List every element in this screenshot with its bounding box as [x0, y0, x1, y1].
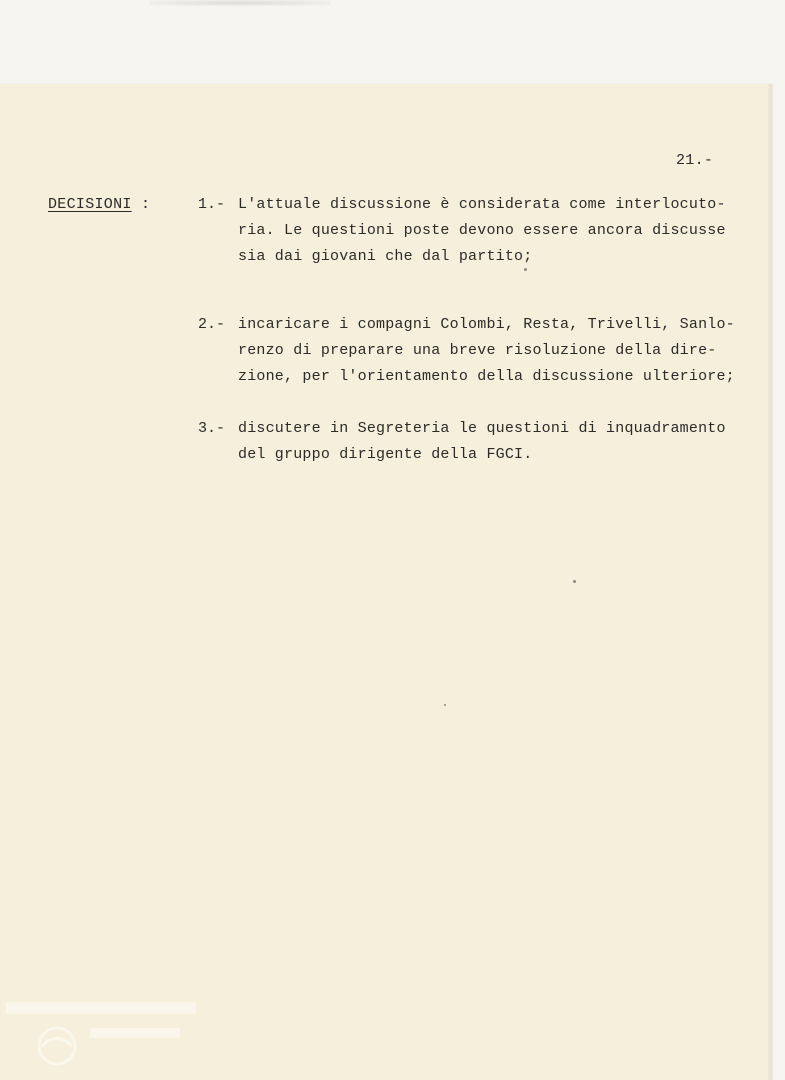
text-line: del gruppo dirigente della FGCI. [238, 446, 533, 463]
decision-item-number: 1.- [198, 196, 226, 213]
section-label-text: DECISIONI [48, 196, 132, 213]
archive-logo-icon [2, 996, 202, 1076]
text-line: sia dai giovani che dal partito; [238, 248, 533, 265]
decision-item-number: 2.- [198, 316, 226, 333]
paper-speck [524, 268, 527, 271]
text-line: incaricare i compagni Colombi, Resta, Trivelli, Sanlo- [238, 316, 735, 333]
decision-item-text [238, 316, 735, 394]
paper-edge [768, 84, 774, 1080]
section-label-colon: : [141, 196, 151, 213]
section-label [48, 196, 150, 213]
text-line: renzo di preparare una breve risoluzione della dire- [238, 342, 717, 359]
scan-shadow [150, 0, 330, 6]
decision-item-text [238, 420, 726, 472]
text-line: discutere in Segreteria le questioni di inquadramento [238, 420, 726, 437]
text-line: ria. Le questioni poste devono essere ancora discusse [238, 222, 726, 239]
text-line: zione, per l'orientamento della discussione ulteriore; [238, 368, 735, 385]
page-number: 21.- [676, 152, 714, 169]
paper-speck [444, 704, 446, 706]
paper-speck [573, 580, 576, 583]
decision-item-text [238, 196, 726, 274]
decision-item-number: 3.- [198, 420, 226, 437]
text-line: L'attuale discussione è considerata come interlocuto- [238, 196, 726, 213]
